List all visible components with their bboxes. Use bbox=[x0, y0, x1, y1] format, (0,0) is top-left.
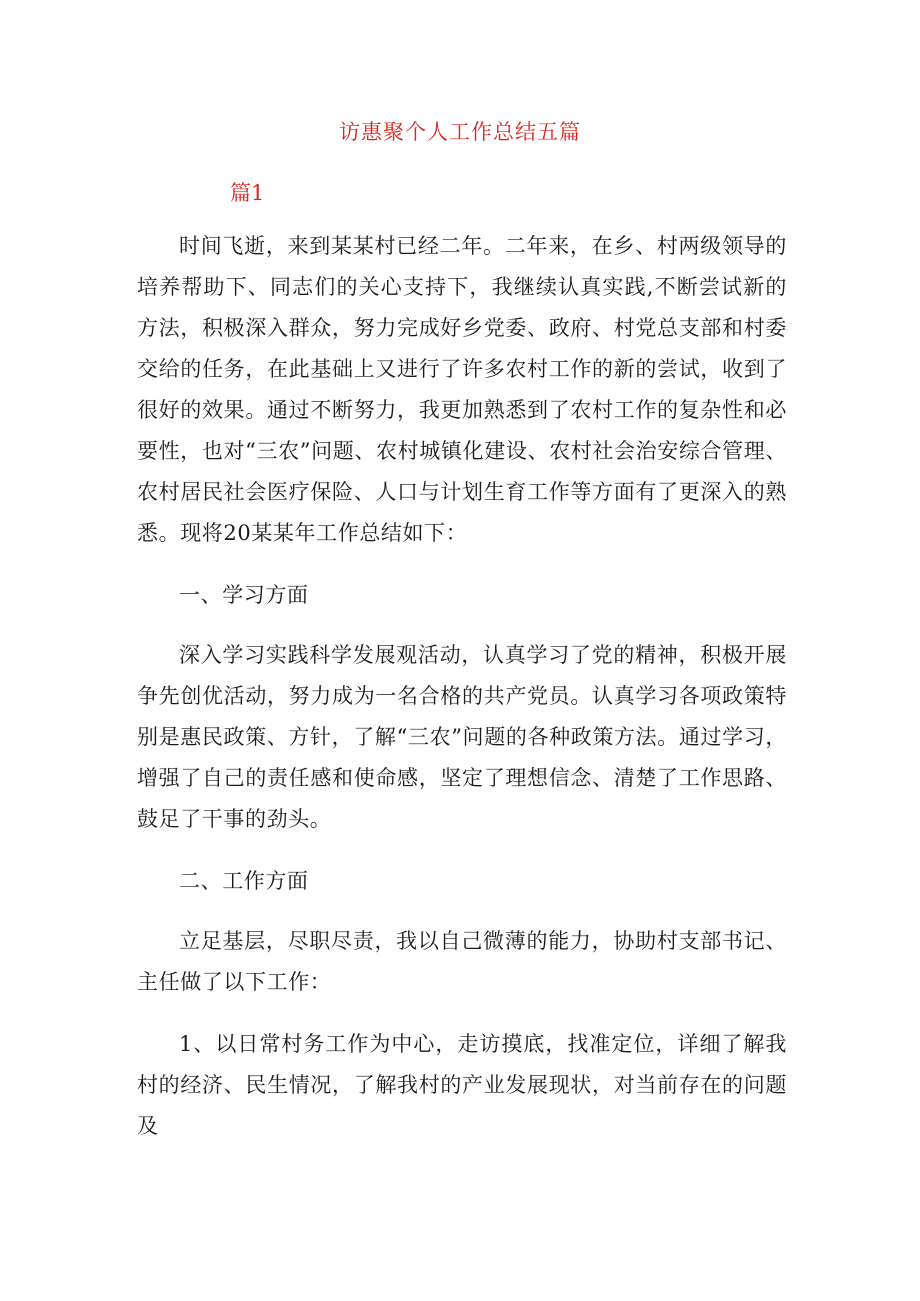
paragraph-work-intro: 立足基层，尽职尽责，我以自己微薄的能力，协助村支部书记、主任做了以下工作： bbox=[137, 929, 787, 994]
paragraph-gap bbox=[137, 1003, 787, 1024]
paragraph-study: 深入学习实践科学发展观活动，认真学习了党的精神，积极开展争先创优活动，努力成为一名合格的共产党员。认真学习各项政策特别是惠民政策、方针，了解“三农”问题的各种政策方法。通过学习，增强了自己的责任感和使命感，坚定了理想信念、清楚了工作思路、鼓足了干事的劲头。 bbox=[137, 643, 787, 831]
document-title: 访惠聚个人工作总结五篇 bbox=[339, 120, 581, 144]
heading-study: 一、学习方面 bbox=[179, 583, 309, 607]
section-label: 篇1 bbox=[230, 181, 265, 205]
paragraph-work-item-1: 1、以日常村务工作为中心，走访摸底，找准定位，详细了解我村的经济、民生情况，了解我村的产业发展现状，对当前存在的问题及 bbox=[137, 1032, 787, 1138]
heading-work: 二、工作方面 bbox=[179, 869, 309, 893]
paragraph-intro: 时间飞逝，来到某某村已经二年。二年来，在乡、村两级领导的培养帮助下、同志们的关心支持下，我继续认真实践,不断尝试新的方法，积极深入群众，努力完成好乡党委、政府、村党总支部和村委交给的任务，在此基础上又进行了许多农村工作的新的尝试，收到了很好的效果。通过不断努力，我更加熟悉到了农村工作的复杂性和必要性，也对“三农”问题、农村城镇化建设、农村社会治安综合管理、农村居民社会医疗保险、人口与计划生育工作等方面有了更深入的熟悉。现将20某某年工作总结如下： bbox=[137, 234, 787, 545]
document-body bbox=[137, 226, 787, 1147]
